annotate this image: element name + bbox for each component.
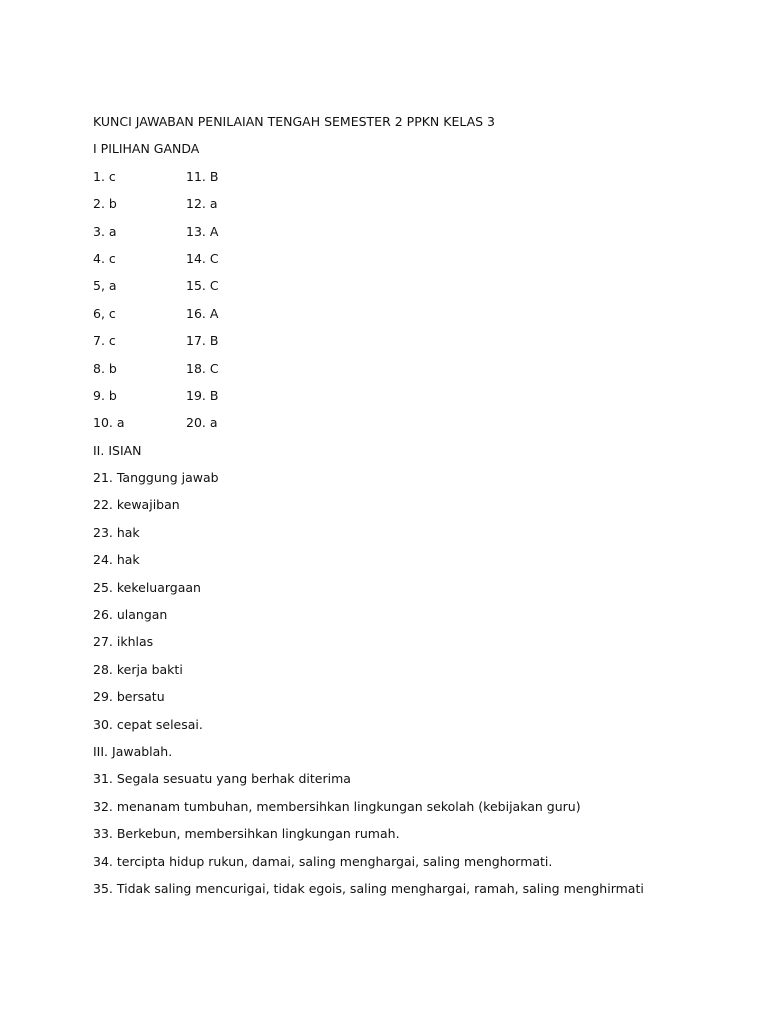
answer-row <box>93 305 733 332</box>
answer-right: 19. B <box>186 387 219 403</box>
answer-row <box>93 387 733 414</box>
answer-right: 13. A <box>186 223 219 239</box>
answer-right: 16. A <box>186 305 219 321</box>
list-item: 32. menanam tumbuhan, membersihkan lingkungan sekolah (kebijakan guru) <box>93 798 581 814</box>
list-item: 24. hak <box>93 552 140 568</box>
list-item: 35. Tidak saling mencurigai, tidak egois, saling menghargai, ramah, saling menghirmati <box>93 880 644 896</box>
answer-left: 1. c <box>93 168 116 184</box>
multiple-choice-list <box>93 168 733 442</box>
list-item: 28. kerja bakti <box>93 661 183 677</box>
answer-left: 10. a <box>93 415 125 431</box>
document-title: KUNCI JAWABAN PENILAIAN TENGAH SEMESTER 2 PPKN KELAS 3 <box>93 114 496 129</box>
answer-right: 12. a <box>186 196 218 212</box>
answer-right: 17. B <box>186 333 219 349</box>
list-item: 34. tercipta hidup rukun, damai, saling menghargai, saling menghormati. <box>93 853 553 869</box>
answer-row <box>93 414 733 441</box>
list-item: 23. hak <box>93 524 140 540</box>
answer-left: 4. c <box>93 250 116 266</box>
list-item: 25. kekeluargaan <box>93 579 201 595</box>
document-page <box>93 113 733 907</box>
section-1-heading: I PILIHAN GANDA <box>93 141 200 157</box>
list-item: 22. kewajiban <box>93 497 180 513</box>
answer-left: 8. b <box>93 360 117 376</box>
answer-row <box>93 332 733 359</box>
list-item: 31. Segala sesuatu yang berhak diterima <box>93 771 351 787</box>
answer-row <box>93 360 733 387</box>
answer-row <box>93 195 733 222</box>
fill-in-list <box>93 469 733 743</box>
list-item: 30. cepat selesai. <box>93 716 203 732</box>
section-3-heading: III. Jawablah. <box>93 743 173 759</box>
answer-row <box>93 250 733 277</box>
list-item: 33. Berkebun, membersihkan lingkungan rumah. <box>93 826 400 842</box>
answer-left: 3. a <box>93 223 117 239</box>
answer-right: 14. C <box>186 250 219 266</box>
answer-right: 18. C <box>186 360 219 376</box>
answer-right: 20. a <box>186 415 218 431</box>
answer-row <box>93 277 733 304</box>
answer-left: 6, c <box>93 305 116 321</box>
list-item: 29. bersatu <box>93 689 165 705</box>
essay-answer-list <box>93 770 733 907</box>
answer-left: 5, a <box>93 278 117 294</box>
list-item: 21. Tanggung jawab <box>93 470 219 486</box>
answer-left: 7. c <box>93 333 116 349</box>
answer-row <box>93 223 733 250</box>
list-item: 27. ikhlas <box>93 634 154 650</box>
answer-row <box>93 168 733 195</box>
answer-left: 2. b <box>93 196 117 212</box>
answer-right: 11. B <box>186 168 219 184</box>
section-2-heading: II. ISIAN <box>93 442 142 458</box>
list-item: 26. ulangan <box>93 607 168 623</box>
answer-right: 15. C <box>186 278 219 294</box>
answer-left: 9. b <box>93 387 117 403</box>
